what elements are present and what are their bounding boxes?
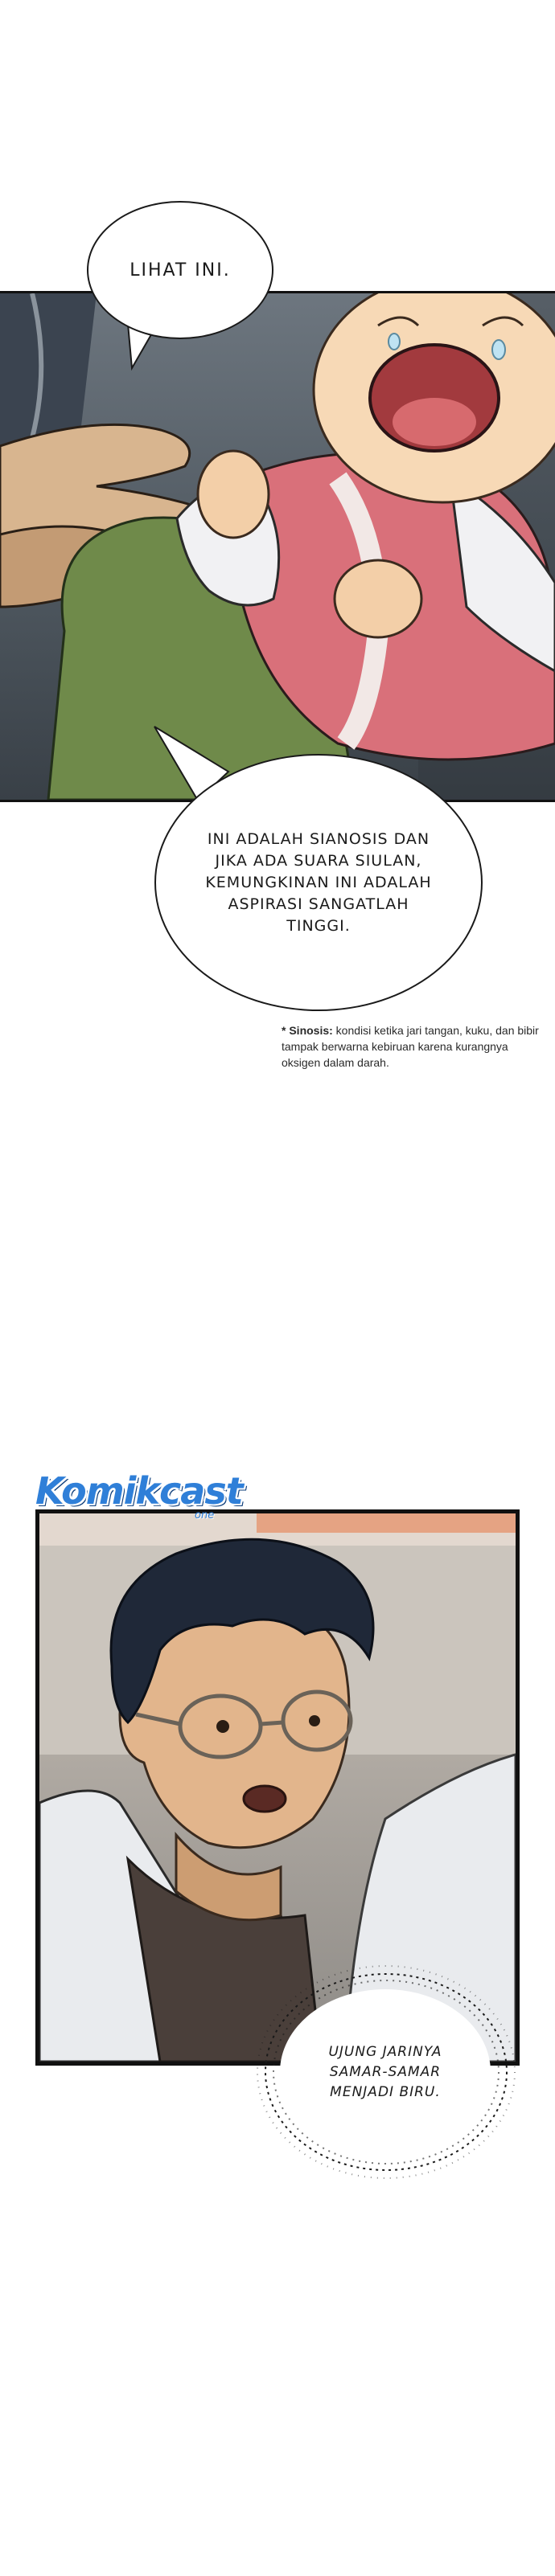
speech-text: INI ADALAH SIANOSIS DAN JIKA ADA SUARA SIULAN, KEMUNGKINAN INI ADALAH ASPIRASI SANGATLAH TINGGI. xyxy=(205,829,432,935)
speech-text: UJUNG JARINYA SAMAR-SAMAR MENJADI BIRU. xyxy=(328,2043,442,2100)
footnote-body: kondisi ketika jari tangan, kuku, dan bibir tampak berwarna kebiruan karena kurangnya oksigen dalam darah. xyxy=(282,1024,539,1069)
speech-bubble-cyanosis xyxy=(154,754,483,1011)
speech-bubble-look xyxy=(87,201,273,339)
komikcast-logo xyxy=(35,1469,253,1526)
speech-text: LIHAT INI. xyxy=(130,260,231,281)
translator-footnote xyxy=(282,1022,547,1071)
speech-bubble-blue-fingertips xyxy=(280,1989,491,2155)
logo-wordmark: Komikcast xyxy=(35,1469,243,1513)
comic-panel-baby xyxy=(0,291,555,802)
footnote-term: * Sinosis: xyxy=(282,1024,333,1037)
logo-subtext: one xyxy=(195,1509,215,1521)
panel-art-baby xyxy=(0,293,555,800)
